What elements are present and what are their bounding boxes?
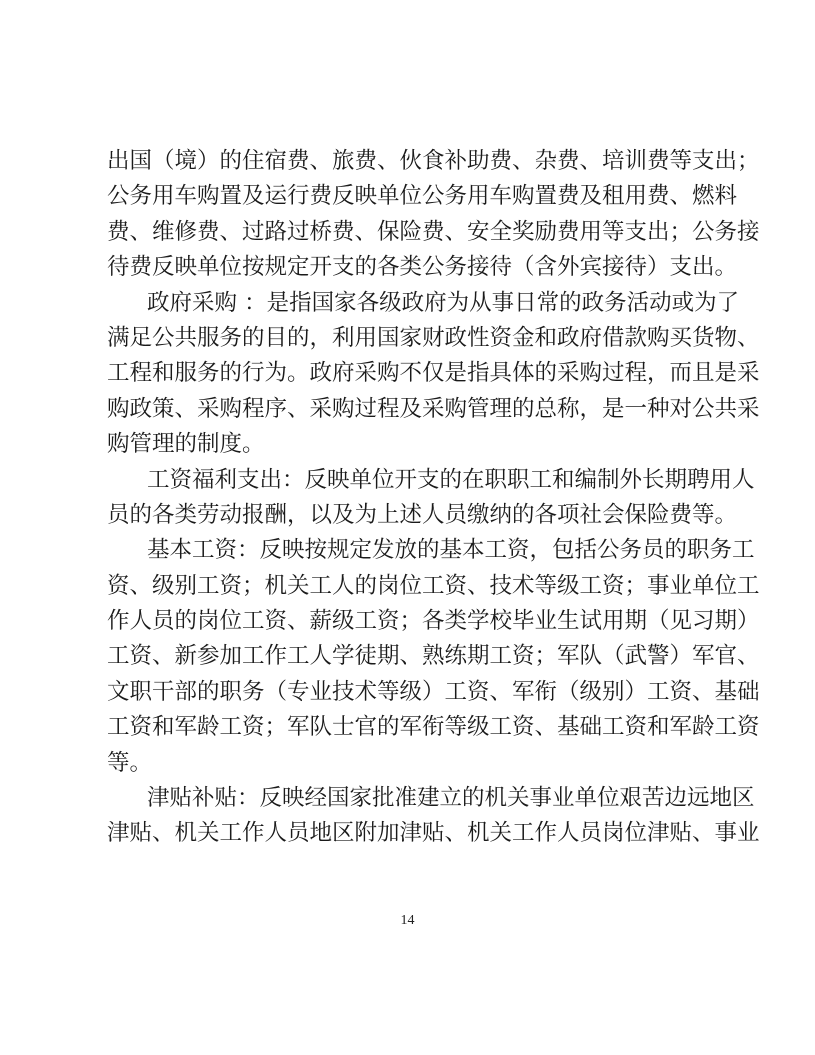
text-line: 出国（境）的住宿费、旅费、伙食补助费、杂费、培训费等支出； [107,148,760,174]
paragraph-start-wage-welfare: 工资福利支出：反映单位开支的在职职工和编制外长期聘用人 [147,466,755,493]
text-line: 购管理的制度。 [107,431,265,458]
text-line: 员的各类劳动报酬，以及为上述人员缴纳的各项社会保险费等。 [107,501,738,528]
text-line: 待费反映单位按规定开支的各类公务接待（含外宾接待）支出。 [107,254,738,281]
document-body [107,144,760,852]
text-line: 工资、新参加工作工人学徒期、熟练期工资；军队（武警）军官、 [107,643,760,670]
paragraph-start-allowance: 津贴补贴：反映经国家批准建立的机关事业单位艰苦边远地区 [147,785,755,812]
text-line: 作人员的岗位工资、薪级工资；各类学校毕业生试用期（见习期） [107,608,760,635]
paragraph-start-government-procurement: 政府采购 ：是指国家各级政府为从事日常的政务活动或为了 [147,289,740,316]
page-number: 14 [400,913,415,928]
text-line: 等。 [107,749,153,776]
text-line: 公务用车购置及运行费反映单位公务用车购置费及租用费、燃料 [107,183,738,210]
text-line: 工资和军龄工资；军队士官的军衔等级工资、基础工资和军龄工资 [107,714,760,741]
paragraph-start-basic-wage: 基本工资：反映按规定发放的基本工资，包括公务员的职务工 [147,537,755,564]
text-line: 费、维修费、过路过桥费、保险费、安全奖励费用等支出；公务接 [107,218,760,245]
text-line: 满足公共服务的目的，利用国家财政性资金和政府借款购买货物、 [107,324,760,351]
text-line: 津贴、机关工作人员地区附加津贴、机关工作人员岗位津贴、事业 [107,820,760,847]
text-line: 购政策、采购程序、采购过程及采购管理的总称，是一种对公共采 [107,395,760,422]
text-line: 文职干部的职务（专业技术等级）工资、军衔（级别）工资、基础 [107,678,760,705]
text-line: 资、级别工资；机关工人的岗位工资、技术等级工资；事业单位工 [107,572,760,599]
text-line: 工程和服务的行为。政府采购不仅是指具体的采购过程，而且是采 [107,360,760,387]
